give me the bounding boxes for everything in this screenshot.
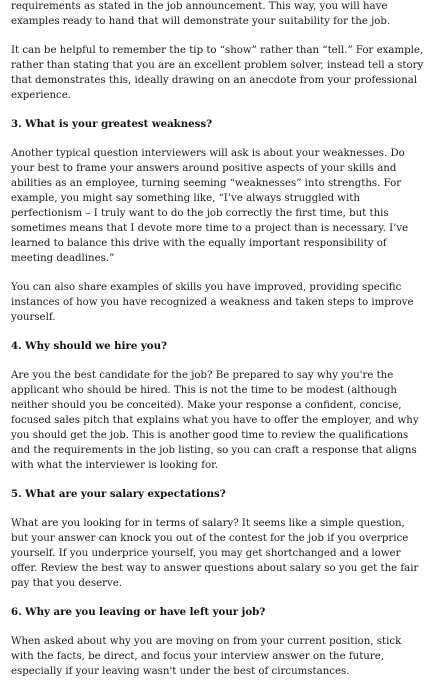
section-heading-salary: 5. What are your salary expectations? <box>11 488 226 500</box>
section-heading-leaving: 6. Why are you leaving or have left your job? <box>11 606 266 618</box>
hire-paragraph: Are you the best candidate for the job? Be prepared to say why you're the applicant who should be hired. This is not the time to be modest (although neither should you be conceited). Make your response a confident, concise, focused sales pitch that explains what you have to offer the employer, and why you should get the job. This is another good time to review the qualifications and the requirements in the job listing, so you can craft a response that aligns with what the interviewer is looking for. <box>11 370 419 471</box>
salary-paragraph: What are you looking for in terms of salary? It seems like a simple question, but your answer can knock you out of the contest for the job if you overprice yourself. If you underprice yourself, you may get shortchanged and a lower offer. Review the best way to answer questions about salary so you get the fair pay that you deserve. <box>11 518 419 589</box>
intro-paragraph-1: requirements as stated in the job announcement. This way, you will have examples ready to hand that will demonstrate your suitability for the job. <box>11 1 391 27</box>
weakness-paragraph-1: Another typical question interviewers will ask is about your weaknesses. Do your best to frame your answers around positive aspects of your skills and abilities as an employee, turning seeming “weaknesses” into strengths. For example, you might say something like, “I’ve always struggled with perfectionism – I truly want to do the job correctly the first time, but this sometimes means that I devote more time to a project than is necessary. I’ve learned to balance this drive with the equally important responsibility of meeting deadlines.” <box>11 148 409 264</box>
section-heading-weakness: 3. What is your greatest weakness? <box>11 118 213 130</box>
section-heading-hire: 4. Why should we hire you? <box>11 340 167 352</box>
weakness-paragraph-2: You can also share examples of skills you have improved, providing specific instances of how you have recognized a weakness and taken steps to improve yourself. <box>11 282 414 323</box>
leaving-paragraph: When asked about why you are moving on from your current position, stick with the facts, be direct, and focus your interview answer on the future, especially if your leaving wasn't under the best of circumstances. <box>11 636 402 677</box>
document-page <box>11 0 425 693</box>
intro-paragraph-2: It can be helpful to remember the tip to “show” rather than “tell.” For example, rather than stating that you are an excellent problem solver, instead tell a story that demonstrates this, ideally drawing on an anecdote from your professional experience. <box>11 45 424 101</box>
